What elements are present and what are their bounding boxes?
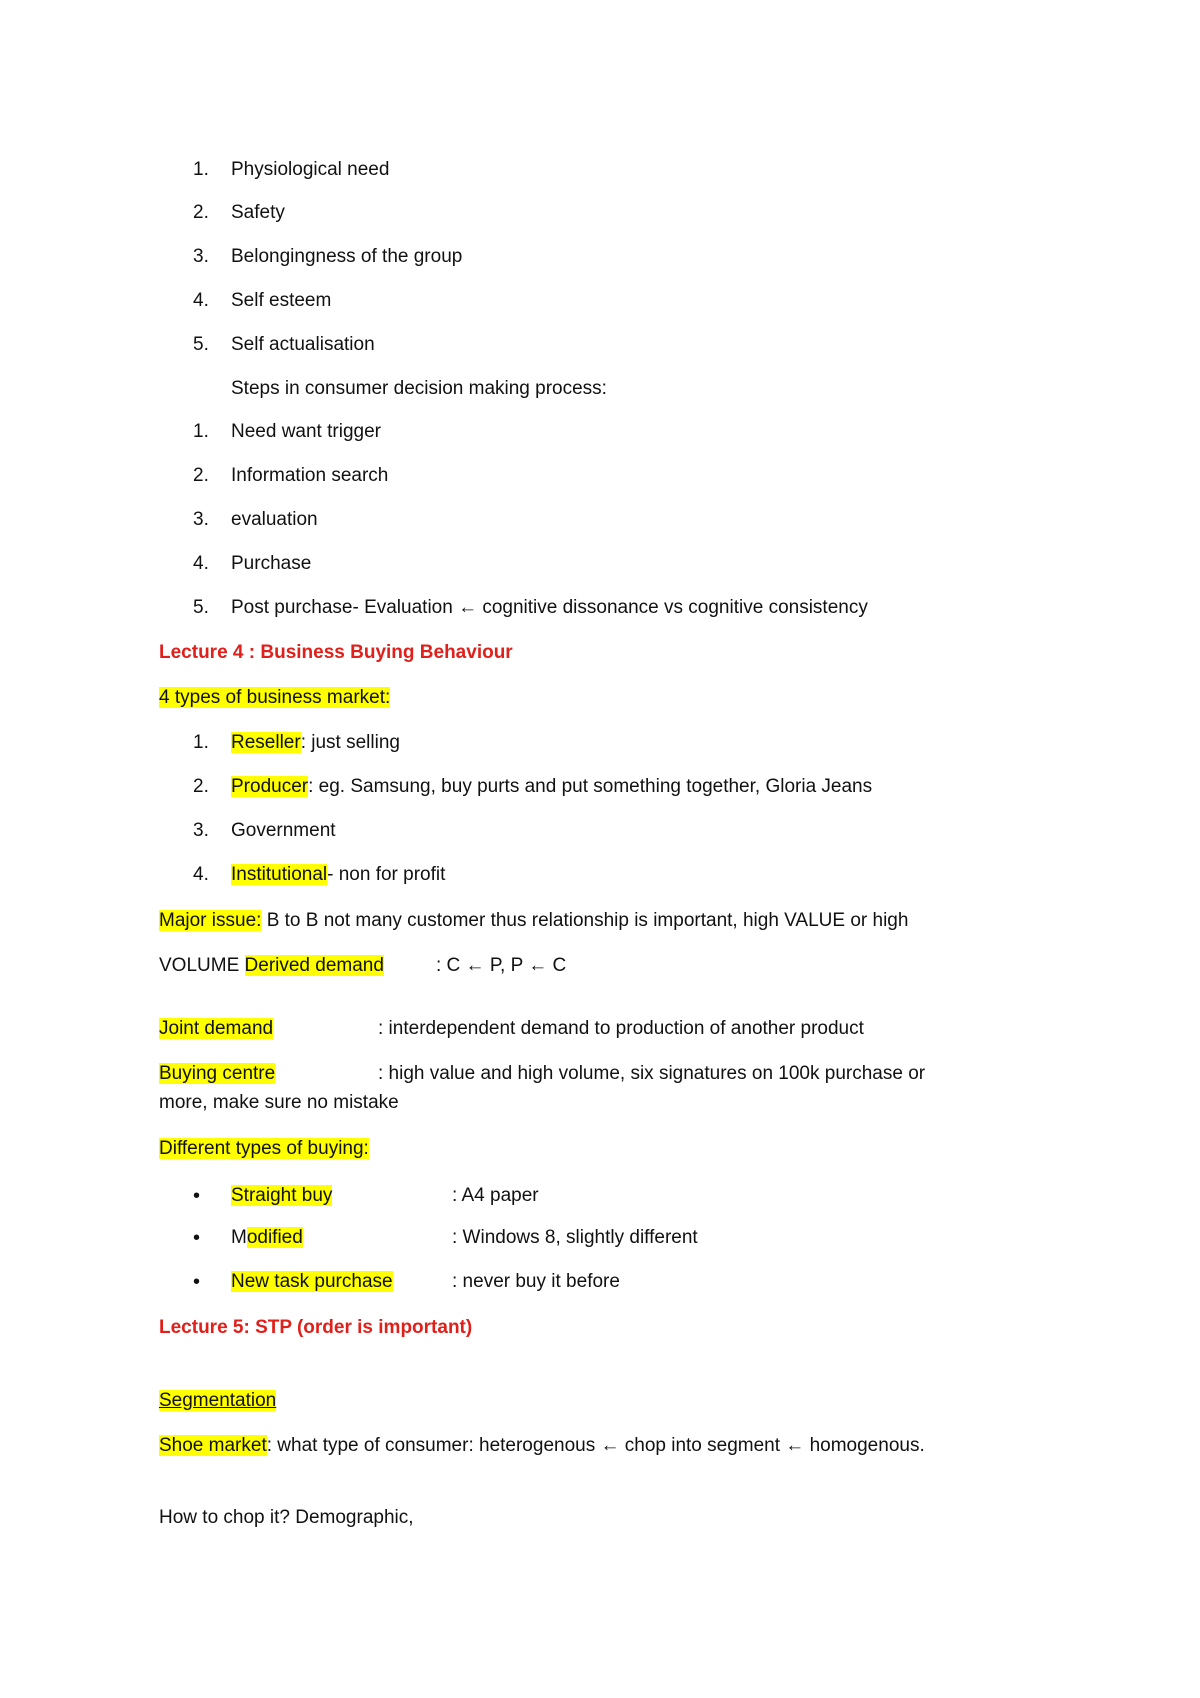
shoe-market-line: Shoe market: what type of consumer: heterogenous ← chop into segment ← homogenous. <box>159 1435 925 1456</box>
buying-types-heading: Different types of buying: <box>159 1138 369 1159</box>
major-issue-line2: VOLUME Derived demand <box>159 955 384 976</box>
major-issue-line1: Major issue: B to B not many customer thus relationship is important, high VALUE or high <box>159 910 909 931</box>
document-page: 1. Physiological need 2. Safety 3. Belongingness of the group 4. Self esteem 5. Self actualisation Steps in consumer decision making process: 1. Need want trigger 2. Information search 3. evaluation 4. Purchase 5. Post purchase- Evaluation ← cognitive dissonance vs cognitive consistency Lecture 4 : Business Buying Behaviour 4 types of business market: 1. Reseller: just selling 2. Producer: eg. Samsung, buy purts and put something together, Gloria Jeans 3. Government 4. Institutional- non for profit Major issue: B to B not many customer thus relationship is important, high VALUE or high VOLUME Derived demand : C ← P, P ← C Joint demand : interdependent demand to production of another product Buying centre : high value and high volume, six signatures on 100k purchase or more, make sure no mistake Different types of buying: • Straight buy : A4 paper • Modified : Windows 8, slightly different • New task purchase : never buy it before Lecture 5: STP (order is important) Segmentation Shoe market: what type of consumer: heterogenous ← chop into segment ← homogenous. How to chop it? Demographic, <box>159 159 926 1528</box>
derived-demand-value: : C ← P, P ← C <box>436 955 567 976</box>
lecture4-title: Lecture 4 : Business Buying Behaviour <box>159 642 513 663</box>
joint-demand-label: Joint demand <box>159 1018 274 1039</box>
segmentation-heading: Segmentation <box>159 1390 277 1411</box>
how-to-chop: How to chop it? Demographic, <box>159 1507 414 1528</box>
market-types-heading: 4 types of business market: <box>159 687 391 708</box>
bullet-icon: • <box>193 1271 201 1293</box>
lecture5-title: Lecture 5: STP (order is important) <box>159 1317 473 1338</box>
buying-centre-label: Buying centre <box>159 1063 276 1084</box>
bullet-icon: • <box>193 1185 201 1207</box>
buying-centre-value-cont: more, make sure no mistake <box>159 1092 399 1113</box>
steps-heading: Steps in consumer decision making process: <box>231 378 607 399</box>
bullet-icon: • <box>193 1227 201 1249</box>
buying-centre-value: : high value and high volume, six signatures on 100k purchase or <box>378 1063 926 1084</box>
joint-demand-value: : interdependent demand to production of another product <box>378 1018 864 1039</box>
derived-demand-label: Derived demand <box>244 955 384 976</box>
